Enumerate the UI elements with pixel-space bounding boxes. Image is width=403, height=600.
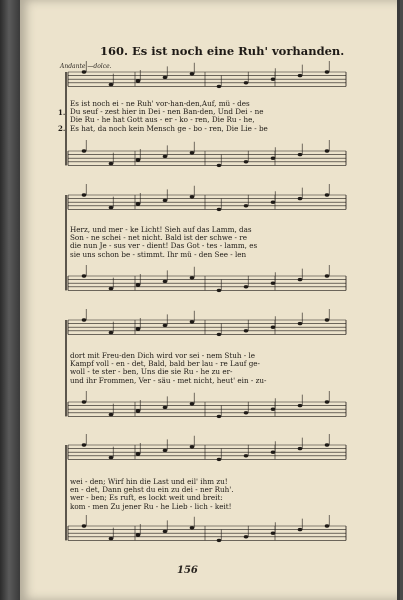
note-head: [244, 81, 249, 84]
lyric-line: wer - ben; Es ruft, es lockt weit und breit:: [70, 494, 223, 503]
note-head: [109, 206, 114, 209]
tempo-marking: Andante —dolce.: [60, 63, 112, 70]
lyric-line: und ihr Frommen, Ver - säu - met nicht, heut' ein - zu-: [70, 376, 267, 385]
note-head: [82, 318, 87, 321]
lyric-line: Es ist noch ei - ne Ruh' vor-han-den,Auf, mü - des: [70, 100, 250, 108]
note-head: [298, 404, 303, 407]
note-head: [136, 409, 141, 412]
lyric-line: wei - den; Wirf hin die Last und eil' ihm zu!: [70, 478, 228, 486]
note-head: [82, 274, 87, 277]
note-head: [298, 447, 303, 450]
lyric-line: woll - te ster - ben, Uns die sie Ru - he zu er-: [70, 368, 233, 377]
note-head: [163, 406, 168, 409]
note-head: [217, 458, 222, 461]
note-head: [82, 149, 87, 152]
lyric-line: en - det, Dann gehst du ein zu dei - ner Ruh'.: [70, 486, 234, 495]
note-head: [82, 524, 87, 527]
note-head: [190, 151, 195, 154]
note-head: [163, 76, 168, 79]
note-head: [298, 322, 303, 325]
note-head: [163, 449, 168, 452]
page-number: 156: [177, 565, 198, 576]
note-head: [271, 326, 276, 329]
hymn-title: 160. Es ist noch eine Ruh' vorhanden.: [100, 44, 345, 58]
note-head: [298, 153, 303, 156]
note-head: [298, 74, 303, 77]
note-head: [190, 445, 195, 448]
note-head: [325, 274, 330, 277]
lyrics-system-2: [70, 226, 350, 259]
note-head: [163, 324, 168, 327]
note-head: [271, 157, 276, 160]
note-head: [325, 524, 330, 527]
note-head: [109, 162, 114, 165]
note-head: [244, 204, 249, 207]
note-head: [217, 289, 222, 292]
note-head: [325, 318, 330, 321]
note-head: [217, 415, 222, 418]
note-head: [271, 451, 276, 454]
note-head: [244, 411, 249, 414]
note-head: [136, 79, 141, 82]
note-head: [109, 537, 114, 540]
note-head: [298, 528, 303, 531]
lyric-line: Kampf voll - en - det, Bald, bald ber lau - re Lauf ge-: [70, 360, 260, 369]
note-head: [82, 70, 87, 73]
note-head: [136, 283, 141, 286]
verse-number-1: 1.: [58, 108, 66, 117]
note-head: [217, 539, 222, 542]
lyric-line: Es hat, da noch kein Mensch ge - bo - ren, Die Lie - be: [70, 124, 268, 133]
note-head: [244, 160, 249, 163]
lyric-line: dort mit Freu-den Dich wird vor sei - nem Stuh - le: [70, 352, 256, 360]
note-head: [190, 276, 195, 279]
note-head: [163, 280, 168, 283]
note-head: [244, 454, 249, 457]
note-head: [271, 532, 276, 535]
note-head: [82, 443, 87, 446]
note-head: [190, 195, 195, 198]
note-head: [163, 530, 168, 533]
note-head: [136, 158, 141, 161]
lyric-line: kom - men Zu jener Ru - he Lieb - lich - keit!: [70, 502, 232, 511]
note-head: [190, 402, 195, 405]
lyric-line: die nun Je - sus ver - dient! Das Got - tes - lamm, es: [70, 242, 258, 251]
lyric-line: Du seuf - zest hier in Dei - nen Ban-den, Und Dei - ne: [70, 108, 264, 117]
note-head: [271, 201, 276, 204]
note-head: [190, 72, 195, 75]
lyric-line: Son - ne schei - net nicht. Bald ist der schwe - re: [70, 234, 247, 243]
note-head: [136, 533, 141, 536]
note-head: [136, 452, 141, 455]
note-head: [244, 285, 249, 288]
note-head: [325, 149, 330, 152]
note-head: [163, 199, 168, 202]
note-head: [136, 202, 141, 205]
note-head: [271, 78, 276, 81]
note-head: [109, 331, 114, 334]
note-head: [271, 282, 276, 285]
verse-number-2: 2.: [58, 124, 66, 133]
note-head: [244, 535, 249, 538]
lyrics-system-3: [70, 352, 350, 385]
note-head: [298, 278, 303, 281]
note-head: [325, 70, 330, 73]
lyric-line: sie uns schon be - stimmt. Ihr mü - den See - len: [70, 250, 247, 259]
lyrics-system-1: [70, 100, 350, 133]
note-head: [163, 155, 168, 158]
lyrics-system-4: [70, 478, 350, 511]
note-head: [109, 456, 114, 459]
note-head: [298, 197, 303, 200]
note-head: [82, 400, 87, 403]
note-head: [109, 287, 114, 290]
note-head: [136, 327, 141, 330]
note-head: [217, 208, 222, 211]
note-head: [325, 193, 330, 196]
note-head: [190, 526, 195, 529]
note-head: [325, 400, 330, 403]
lyric-line: Herz, und mer - ke Licht! Sieh auf das Lamm, das: [70, 226, 252, 234]
note-head: [271, 408, 276, 411]
lyric-line: Die Ru - he hat Gott aus - er - ko - ren, Die Ru - he,: [70, 116, 255, 125]
note-head: [82, 193, 87, 196]
note-head: [244, 329, 249, 332]
note-head: [217, 164, 222, 167]
note-head: [109, 413, 114, 416]
note-head: [217, 333, 222, 336]
note-head: [325, 443, 330, 446]
note-head: [217, 85, 222, 88]
note-head: [190, 320, 195, 323]
note-head: [109, 83, 114, 86]
